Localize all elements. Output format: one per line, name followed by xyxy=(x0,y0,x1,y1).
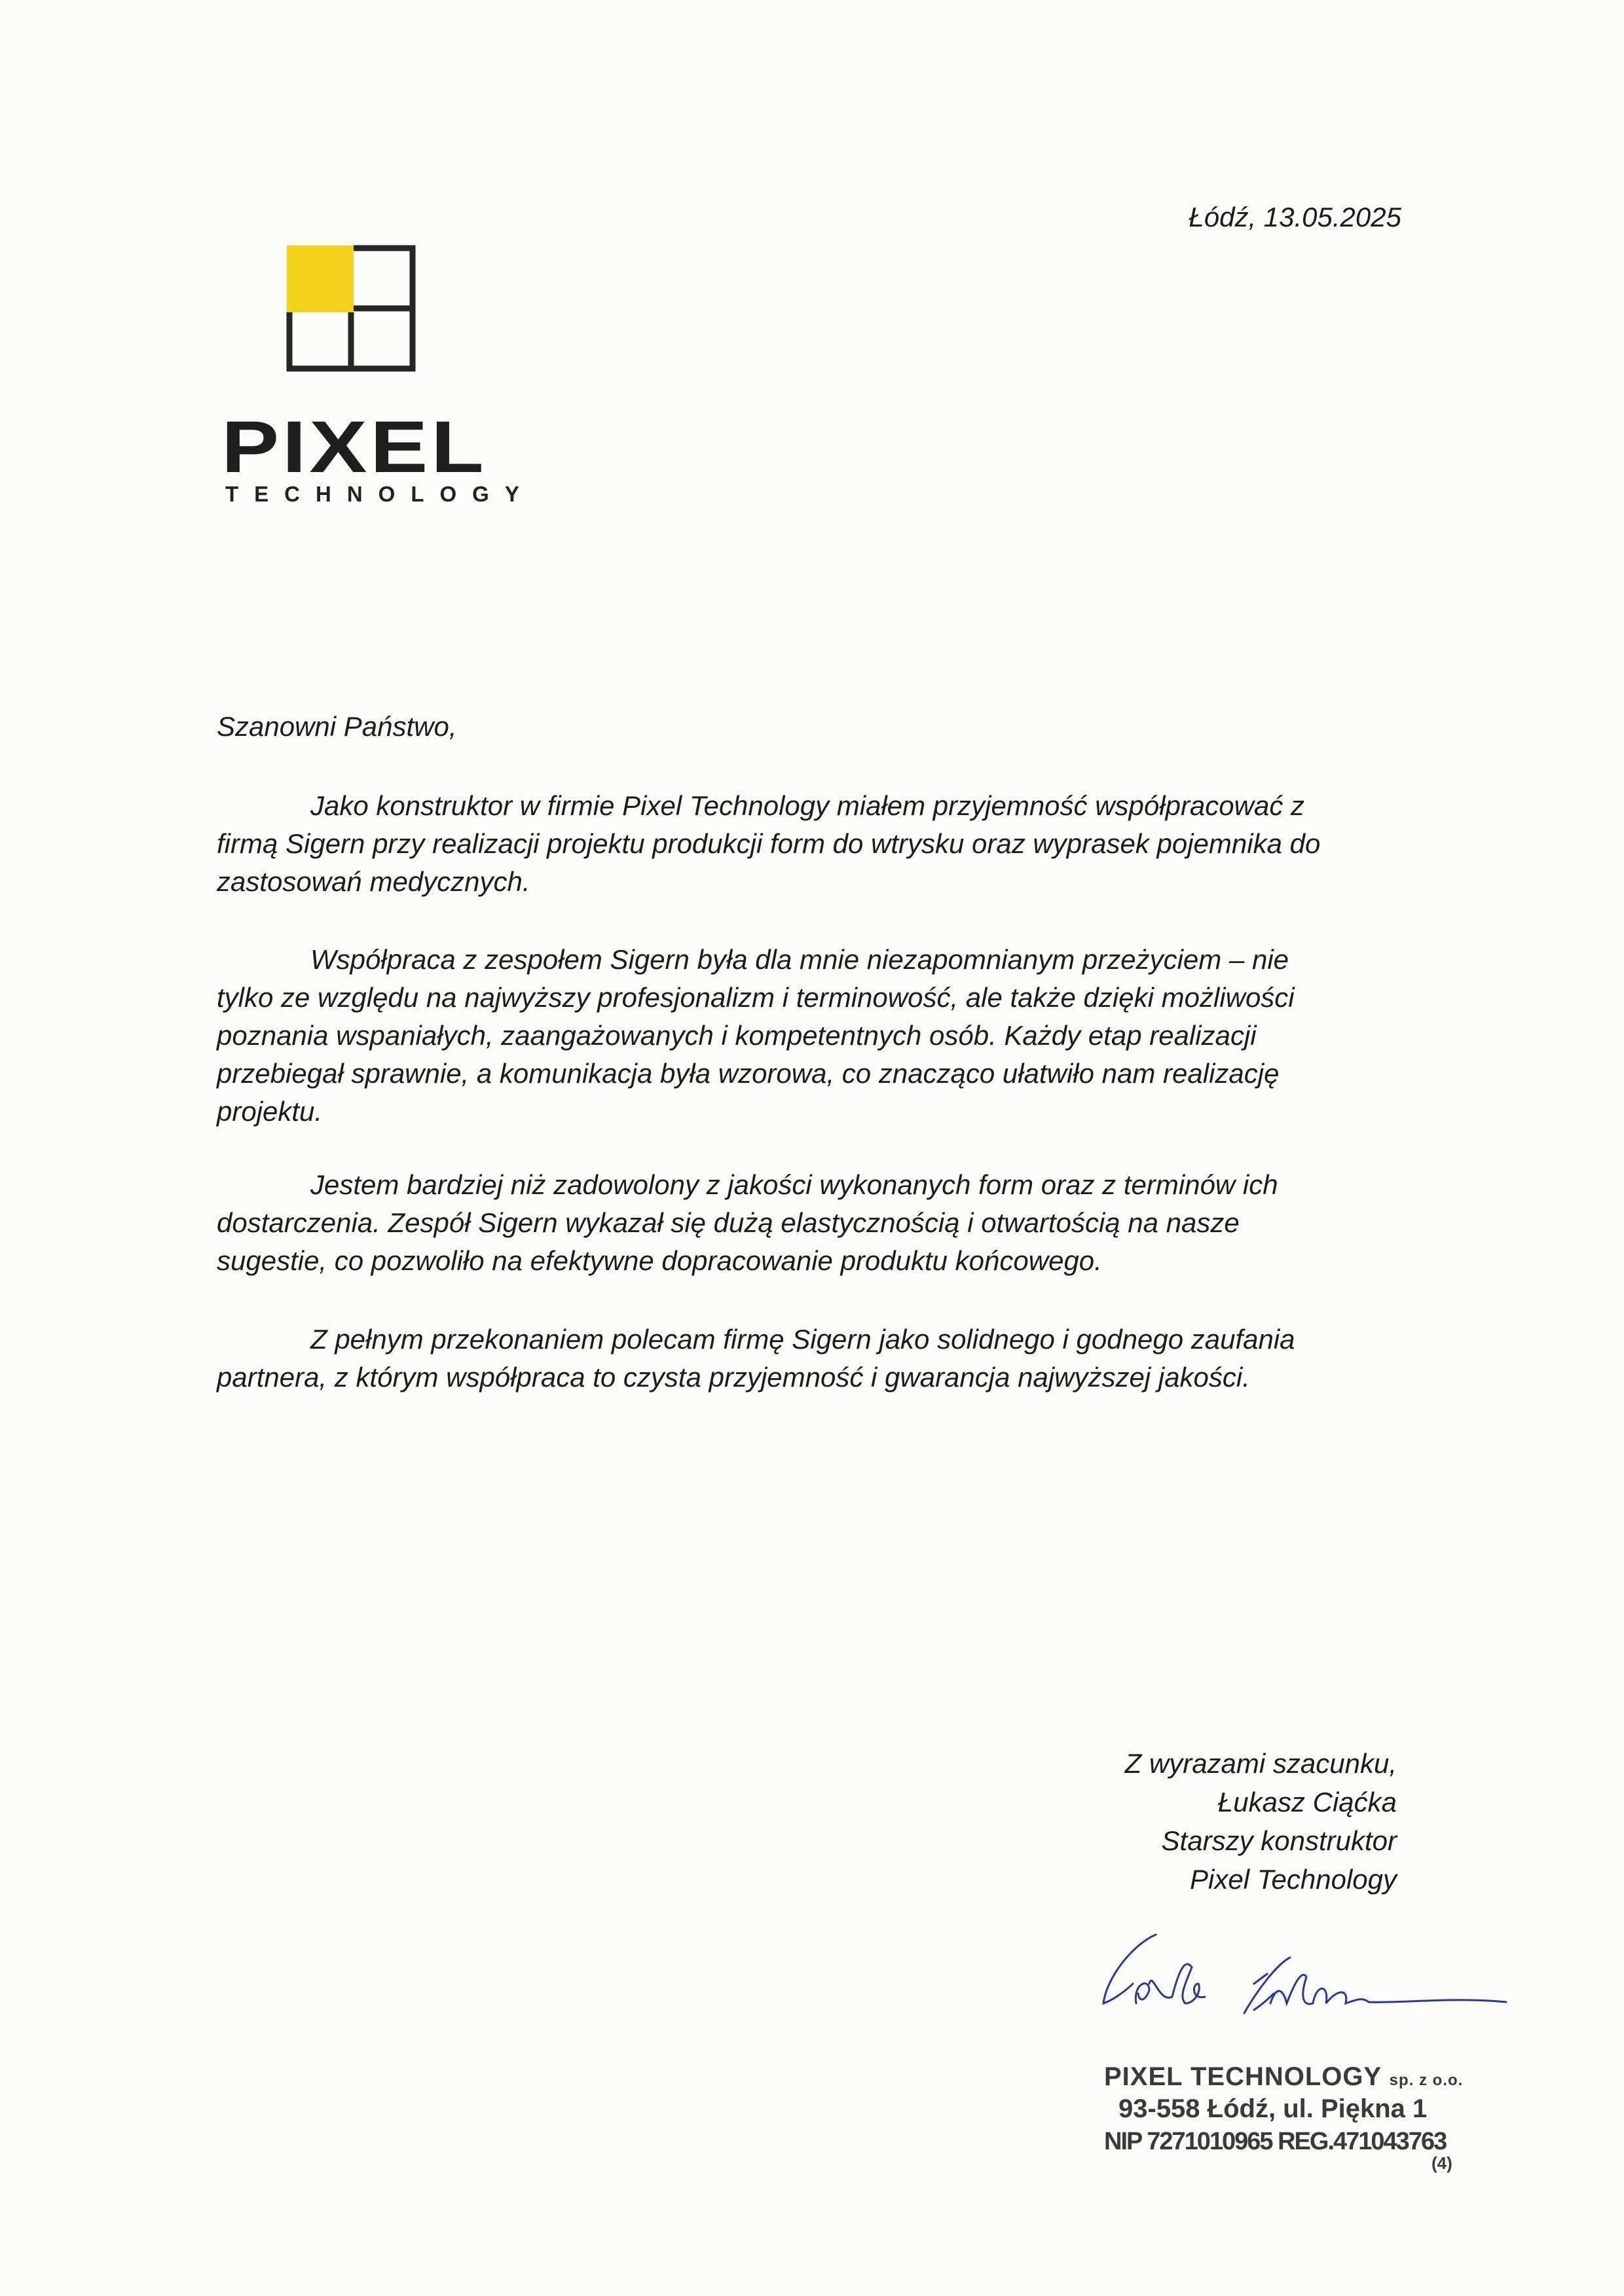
logo-subtitle: TECHNOLOGY xyxy=(225,482,535,506)
closing-phrase: Z wyrazami szacunku, xyxy=(1124,1748,1397,1779)
signer-name: Łukasz Ciąćka xyxy=(1217,1787,1397,1817)
signer-company: Pixel Technology xyxy=(1190,1864,1397,1895)
signer-title: Starszy konstruktor xyxy=(1161,1825,1397,1856)
paragraph-4 xyxy=(217,1321,1395,1396)
closing-block xyxy=(1125,1744,1397,1899)
text-line: Jako konstruktor w firmie Pixel Technology miałem przyjemność współpracować z xyxy=(310,790,1305,821)
text-line: Współpraca z zespołem Sigern była dla mnie niezapomnianym przeżyciem – nie xyxy=(310,944,1289,975)
handwritten-signature xyxy=(1087,1912,1526,2016)
text-line: sugestie, co pozwoliło na efektywne dopracowanie produktu końcowego. xyxy=(217,1245,1102,1276)
text-line: przebiegał sprawnie, a komunikacja była wzorowa, co znacząco ułatwiło nam realizację xyxy=(217,1058,1280,1089)
text-line: partnera, z którym współpraca to czysta przyjemność i gwarancja najwyższej jakości. xyxy=(217,1362,1250,1393)
stamp-address: 93-558 Łódź, ul. Piękna 1 xyxy=(1118,2094,1428,2123)
letter-date: Łódź, 13.05.2025 xyxy=(1189,202,1401,232)
text-line: dostarczenia. Zespół Sigern wykazał się dużą elastycznością i otwartością na nasze xyxy=(217,1207,1240,1238)
paragraph-1 xyxy=(217,787,1395,901)
paragraph-3 xyxy=(217,1166,1395,1280)
text-line: tylko ze względu na najwyższy profesjonalizm i terminowość, ale także dzięki możliwości xyxy=(217,982,1295,1013)
stamp-ids: NIP 7271010965 REG.471043763 xyxy=(1104,2128,1447,2155)
stamp-number: (4) xyxy=(1431,2153,1452,2173)
salutation: Szanowni Państwo, xyxy=(217,711,457,742)
pixel-logo-mark xyxy=(286,244,416,373)
paragraph-2 xyxy=(217,941,1395,1131)
text-line: poznania wspaniałych, zaangażowanych i kompetentnych osób. Każdy etap realizacji xyxy=(217,1020,1257,1051)
logo-wordmark: PIXEL xyxy=(221,406,487,488)
text-line: zastosowań medycznych. xyxy=(217,866,530,897)
text-line: projektu. xyxy=(217,1096,323,1127)
company-stamp xyxy=(1104,2062,1463,2174)
stamp-company-suffix: sp. z o.o. xyxy=(1389,2071,1464,2089)
text-line: Z pełnym przekonaniem polecam firmę Sigern jako solidnego i godnego zaufania xyxy=(310,1324,1295,1355)
text-line: firmą Sigern przy realizacji projektu produkcji form do wtrysku oraz wyprasek pojemnika do xyxy=(217,828,1321,859)
text-line: Jestem bardziej niż zadowolony z jakości wykonanych form oraz z terminów ich xyxy=(310,1169,1278,1200)
stamp-company: PIXEL TECHNOLOGY xyxy=(1104,2062,1382,2091)
